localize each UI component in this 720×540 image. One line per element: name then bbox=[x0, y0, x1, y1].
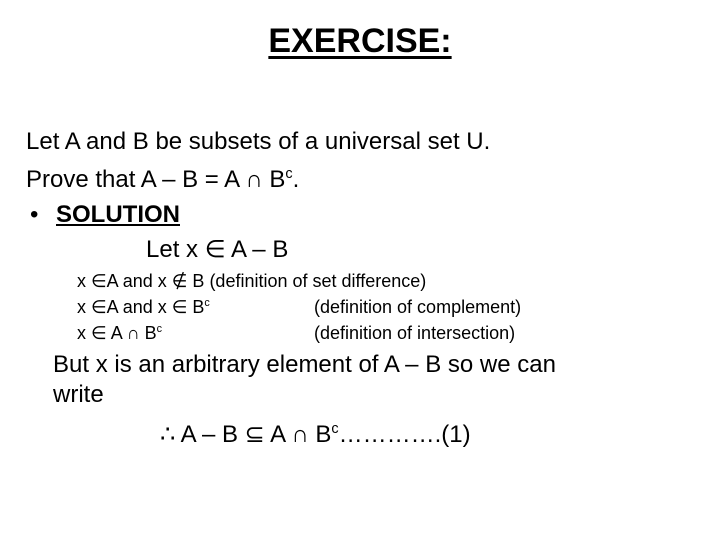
complement-superscript: c bbox=[331, 421, 339, 437]
solution-heading bbox=[30, 201, 180, 229]
result-line bbox=[160, 420, 471, 449]
prove-period: . bbox=[292, 166, 300, 193]
result-text: ∴ A – B ⊆ A ∩ B bbox=[160, 421, 332, 448]
conclusion-line bbox=[53, 351, 556, 379]
step-row bbox=[77, 271, 426, 292]
bullet-icon: • bbox=[30, 201, 39, 228]
step-statement: x ∈A and x ∈ B bbox=[77, 297, 205, 317]
step-reason: (definition of intersection) bbox=[314, 323, 516, 343]
solution-label: SOLUTION bbox=[56, 201, 180, 228]
complement-superscript: c bbox=[285, 166, 293, 182]
conclusion-line bbox=[53, 381, 104, 409]
complement-superscript: c bbox=[156, 323, 163, 335]
step-reason: (definition of complement) bbox=[314, 297, 522, 317]
result-equation-number: ………….(1) bbox=[338, 421, 471, 448]
step-row bbox=[77, 323, 162, 344]
conclusion-text: But x is an arbitrary element of A – B so we can bbox=[53, 351, 556, 378]
step-statement: x ∈A and x ∉ B bbox=[77, 271, 205, 291]
statement-text: Let A and B be subsets of a universal set U. bbox=[26, 128, 491, 155]
slide-title: EXERCISE: bbox=[268, 22, 452, 60]
step-row bbox=[77, 297, 210, 318]
conclusion-text: write bbox=[53, 381, 104, 408]
let-line bbox=[146, 235, 288, 264]
prove-text: Prove that A – B = A ∩ B bbox=[26, 166, 286, 193]
step-statement: x ∈ A ∩ B bbox=[77, 323, 157, 343]
complement-superscript: c bbox=[204, 297, 210, 309]
let-text: Let x ∈ A – B bbox=[146, 236, 289, 263]
step-reason: (definition of set difference) bbox=[209, 271, 427, 291]
prove-line bbox=[26, 166, 299, 194]
statement-line bbox=[26, 128, 490, 156]
